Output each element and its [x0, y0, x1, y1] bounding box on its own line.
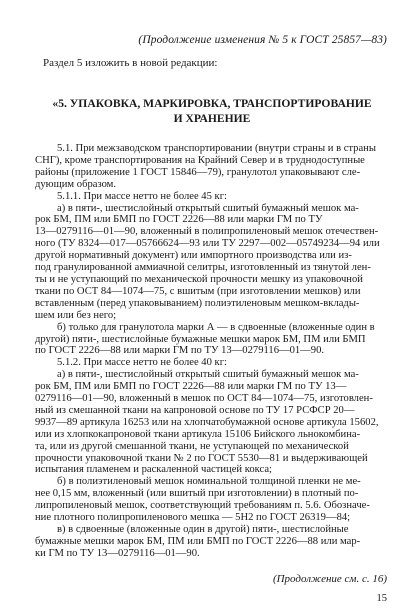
body-line: ние плотного полипропиленового мешка — 5Н2 по ГОСТ 26319—84;: [35, 512, 351, 524]
body-line: ты и не уступающий по механической прочности мешку из упаковочной: [35, 273, 363, 285]
body-text: [35, 143, 389, 560]
body-line: СНГ), кроме транспортирования на Крайний Север и в труднодоступные: [35, 154, 365, 166]
section-title-line-1: «5. УПАКОВКА, МАРКИРОВКА, ТРАНСПОРТИРОВАНИЕ: [52, 97, 372, 110]
body-line: 0279116—01—90, вложенный в мешок по ОСТ 84—1074—75, изготовлен-: [35, 393, 373, 405]
body-line: а) в пяти-, шестислойный открытый сшитый бумажный мешок ма-: [57, 202, 359, 214]
body-line: ный из смешанной ткани на капроновой основе по ТУ 17 РСФСР 20—: [35, 404, 355, 416]
body-line: 5.1.2. При массе нетто не более 40 кг:: [57, 357, 227, 369]
body-line: б) только для гранулотола марки А — в сдвоенные (вложенные один в: [57, 321, 375, 333]
body-line: та, или из другой смешанной ткани, не уступающей по механической: [35, 440, 349, 452]
body-line: ткани по ОСТ 84—1074—75, с вшитым (при изготовлении мешков) или: [35, 285, 361, 297]
continuation-note: (Продолжение см. с. 16): [272, 573, 387, 585]
page-number: 15: [376, 593, 387, 604]
body-line: по ГОСТ 2226—88 или марки ГМ по ТУ 13—0279116—01—90.: [35, 345, 325, 357]
body-line: прочности упаковочной ткани № 2 по ГОСТ 5530—81 и выдерживающей: [35, 452, 368, 464]
body-line: районы (приложение 1 ГОСТ 15846—79), гранулотол упаковывают сле-: [35, 166, 361, 178]
body-line: 5.1. При межзаводском транспортировании (внутри страны и в страны: [57, 143, 376, 154]
intro-text: Раздел 5 изложить в новой редакции:: [43, 57, 218, 69]
section-title: [52, 96, 372, 126]
body-line: 5.1.1. При массе нетто не более 45 кг:: [57, 190, 227, 202]
body-line: ки ГМ по ТУ 13—0279116—01—90.: [35, 547, 200, 559]
body-line: или из хлопкокапроновой ткани артикула 15106 Бийского льнокомбина-: [35, 428, 361, 440]
body-line: рок БМ, ПМ или БМП по ГОСТ 2226—88 или марки ГМ по ТУ: [35, 214, 323, 226]
body-line: б) в полиэтиленовый мешок номинальной толщиной пленки не ме-: [57, 476, 361, 488]
body-line: в) в сдвоенные (вложенные один в другой) пяти-, шестислойные: [57, 524, 349, 535]
running-header: (Продолжение изменения № 5 к ГОСТ 25857—83): [138, 34, 387, 46]
body-line: нее 0,15 мм, вложенный (или вшитый при изготовлении) в плотный по-: [35, 488, 359, 500]
section-title-line-2: И ХРАНЕНИЕ: [173, 112, 251, 125]
body-line: 13—0279116—01—90, вложенный в полипропиленовый мешок отечествен-: [35, 226, 379, 238]
body-line: испытания пламенем и раскаленной частицей кокса;: [35, 464, 272, 476]
body-line: 9937—89 артикула 16253 или на хлопчатобумажной основе артикула 15602,: [35, 416, 379, 428]
body-line: бумажные мешки марок БМ, ПМ или БМП по ГОСТ 2226—88 или мар-: [35, 535, 361, 547]
body-line: ного (ТУ 8324—017—05766624—93 или ТУ 2297—002—05749234—94 или: [35, 238, 380, 250]
body-line: вставленным (перед упаковыванием) полиэтиленовым мешком-вклады-: [35, 297, 360, 309]
body-line: другой нормативный документ) или импортного производства или из-: [35, 250, 352, 262]
body-line: рок БМ, ПМ или БМП по ГОСТ 2226—88 или марки ГМ по ТУ 13—: [35, 381, 347, 393]
body-line: шем или без него;: [35, 309, 117, 321]
body-line: липропиленовый мешок, соответствующий требованиям п. 5.6. Обозначе-: [35, 500, 370, 512]
body-line: другой) пяти-, шестислойные бумажные мешки марок БМ, ПМ или БМП: [35, 333, 366, 345]
body-line: а) в пяти-, шестислойный открытый сшитый бумажный мешок ма-: [57, 369, 359, 381]
body-line: под гранулированной аммиачной селитры, изготовленный из тянутой лен-: [35, 262, 371, 274]
body-line: дующим образом.: [35, 178, 117, 190]
